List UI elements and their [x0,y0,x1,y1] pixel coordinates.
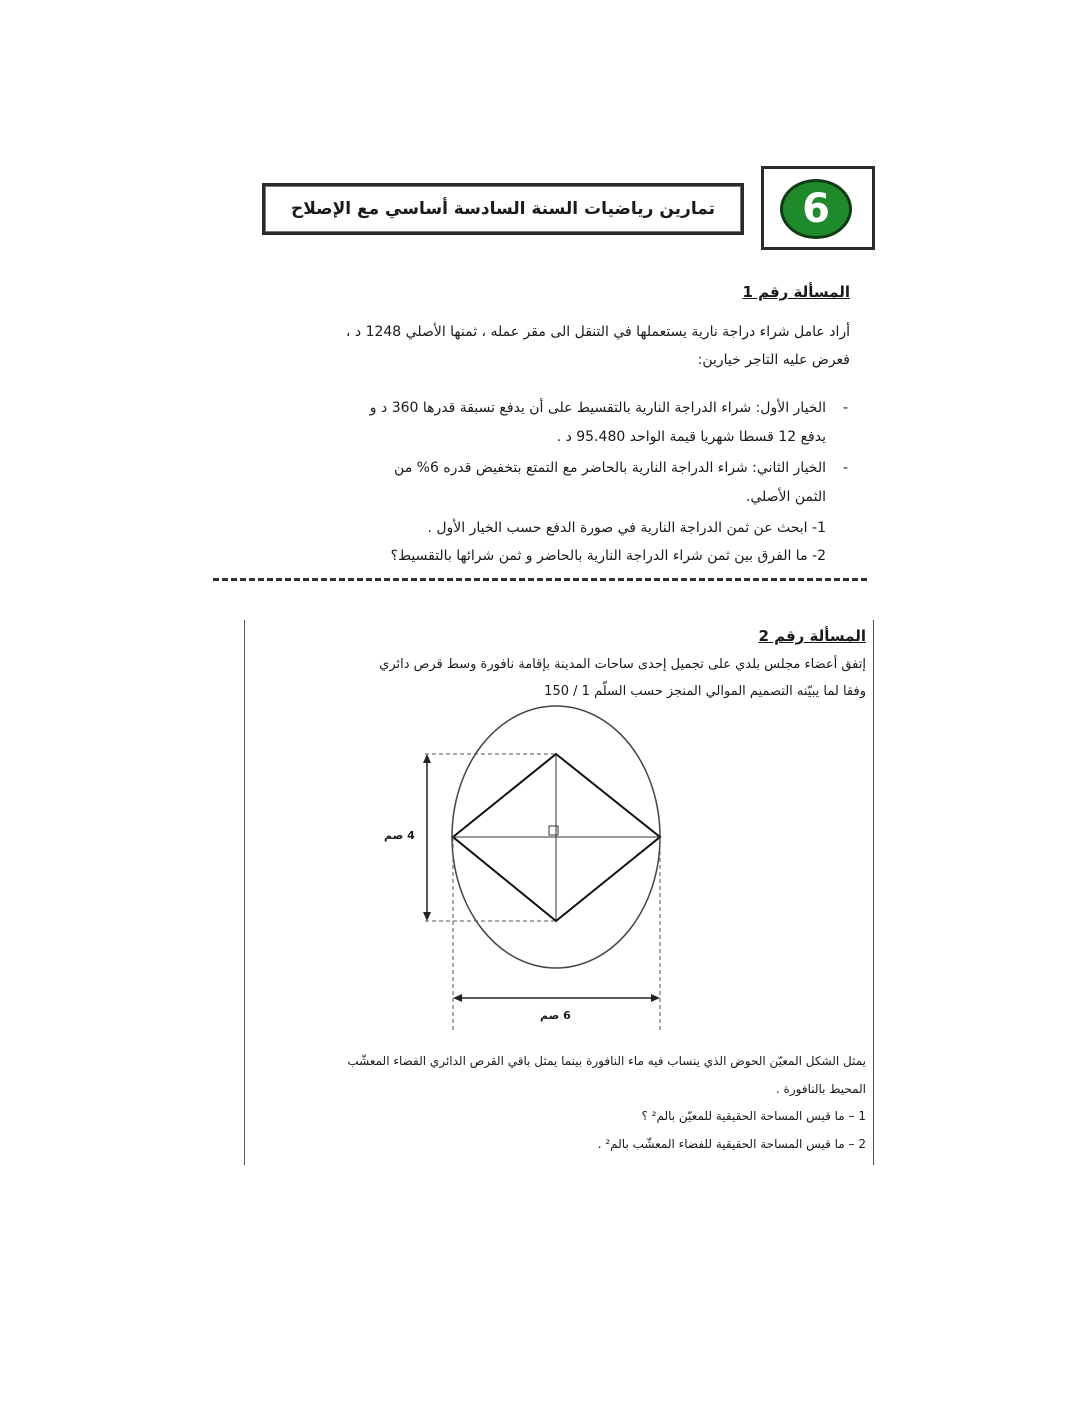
problem2-desc-line2: المحيط بالنافورة . [775,1082,866,1096]
problem1-heading: المسألة رقم 1 [742,283,850,301]
problem2-desc-line1: يمثل الشكل المعيّن الحوض الذي ينساب فيه ماء النافورة بينما يمثل باقي القرص الدائري الفضاء المعشّب [347,1054,866,1068]
problem1-option1-line2: يدفع 12 قسطا شهريا قيمة الواحد 95.480 د . [556,429,826,445]
problem1-option1-line1: - الخيار الأول: شراء الدراجة النارية بالتقسيط على أن يدفع تسبقة قدرها 360 د و [246,398,826,419]
problem1-intro-line2: فعرض عليه التاجر خيارين: [697,352,850,368]
problem2-intro-line2: وفقا لما يبيّنه التصميم الموالي المنجز حسب السلّم 1 / 150 [544,684,866,699]
vertical-dimension-label: 4 صم [384,829,415,842]
problem2-frame-left [244,620,245,1165]
problem2-intro-line1: إتفق أعضاء مجلس بلدي على تجميل إحدى ساحات المدينة بإقامة نافورة وسط قرص دائري [379,657,866,672]
problem2-question1: 1 – ما قيس المساحة الحقيقية للمعيّن بالم² ؟ [641,1109,866,1123]
problem2-question2: 2 – ما قيس المساحة الحقيقية للفضاء المعشّب بالم² . [597,1137,866,1151]
fountain-diagram [360,700,700,1040]
problem2-frame-right [873,620,874,1165]
vertical-arrow-bottom [423,912,431,921]
exercise-number-badge [780,179,852,239]
vertical-arrow-top [423,754,431,763]
problem1-option2-line2: الثمن الأصلي. [745,489,826,505]
horizontal-arrow-right [651,994,660,1002]
problem2-heading: المسألة رقم 2 [758,627,866,645]
horizontal-dimension-label: 6 صم [540,1009,571,1022]
problem1-option2-line1: - الخيار الثاني: شراء الدراجة النارية بالحاضر مع التمتع بتخفيض قدره 6% من [246,458,826,479]
problem1-intro-line1: أراد عامل شراء دراجة نارية يستعملها في التنقل الى مقر عمله ، ثمنها الأصلي 1248 د ، [345,324,850,340]
section-divider [213,578,867,581]
exercise-number: 6 [802,186,830,232]
page-title-box [262,183,744,235]
problem1-question1: 1- ابحث عن ثمن الدراجة النارية في صورة الدفع حسب الخيار الأول . [427,520,826,536]
problem1-question2: 2- ما الفرق بين ثمن شراء الدراجة النارية بالحاضر و ثمن شرائها بالتقسيط؟ [390,548,826,564]
right-angle-mark [549,826,558,835]
page-title: تمارين رياضيات السنة السادسة أساسي مع الإصلاح [291,199,715,219]
horizontal-arrow-left [453,994,462,1002]
